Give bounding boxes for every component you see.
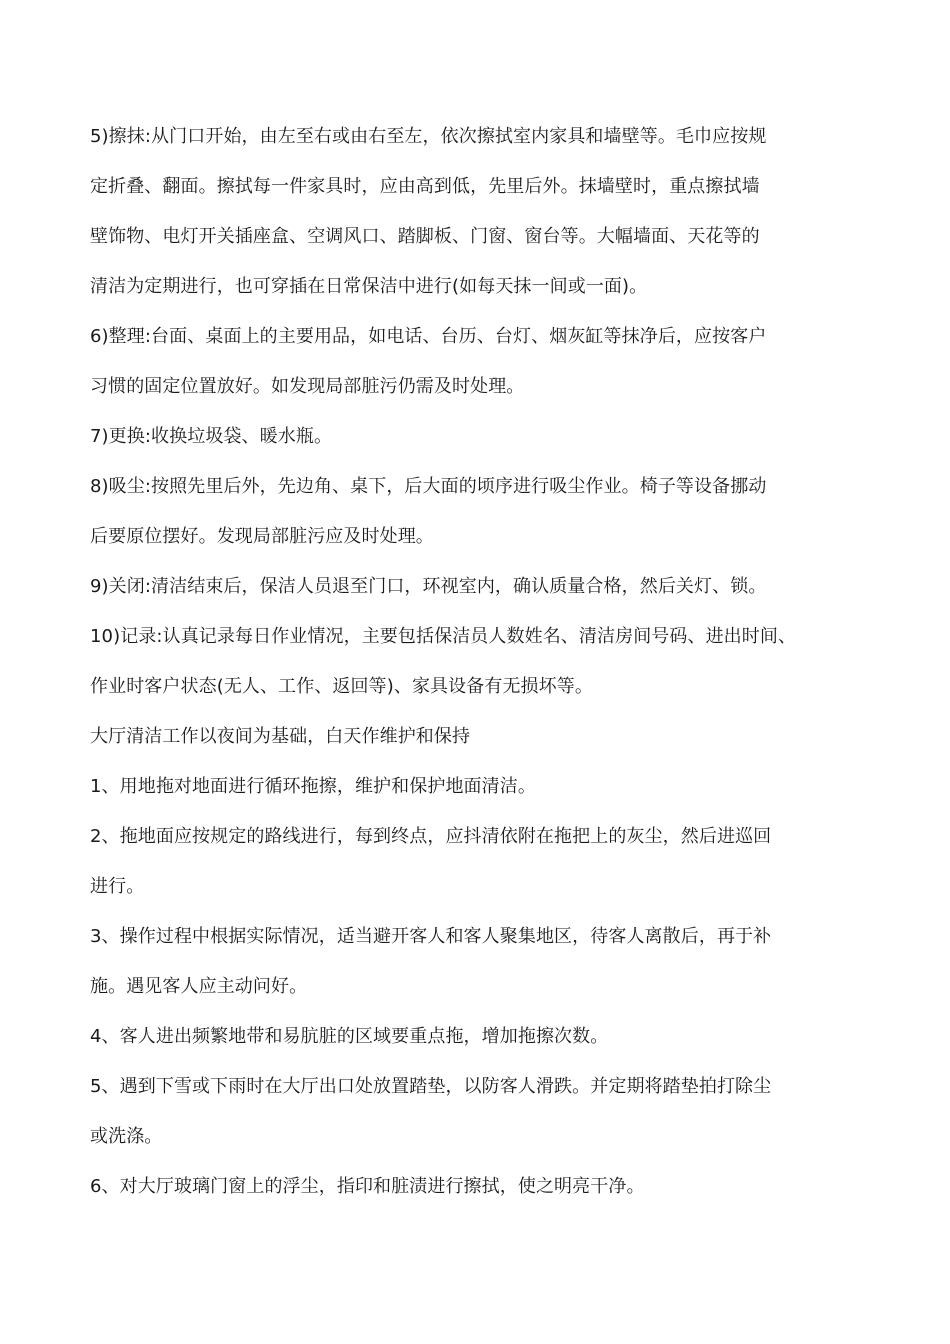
text-line-18: 施。遇见客人应主动问好。 [90, 976, 308, 997]
text-line-8: 8)吸尘:按照先里后外，先边角、桌下，后大面的顷序进行吸尘作业。椅子等设备挪动 [90, 476, 767, 497]
text-line-9: 后要原位摆好。发现局部脏污应及时处理。 [90, 526, 434, 547]
text-line-15: 2、拖地面应按规定的路线进行，每到终点，应抖清依附在拖把上的灰尘，然后进巡回 [90, 826, 772, 847]
document-page [90, 112, 830, 1212]
text-line-6: 习惯的固定位置放好。如发现局部脏污仍需及时处理。 [90, 376, 525, 397]
text-line-7: 7)更换:收换垃圾袋、暖水瓶。 [90, 426, 333, 447]
text-line-2: 定折叠、翻面。擦拭每一件家具时，应由高到低，先里后外。抹墙壁时，重点擦拭墙 [90, 176, 760, 197]
text-line-21: 或洗涤。 [90, 1126, 163, 1147]
text-line-14: 1、用地拖对地面进行循环拖擦，维护和保护地面清洁。 [90, 776, 536, 797]
text-line-19: 4、客人进出频繁地带和易肮脏的区域要重点拖，增加拖擦次数。 [90, 1026, 609, 1047]
text-line-20: 5、遇到下雪或下雨时在大厅出口处放置踏垫，以防客人滑跌。并定期将踏垫拍打除尘 [90, 1076, 772, 1097]
text-line-12: 作业时客户状态(无人、工作、返回等)、家具设备有无损坏等。 [90, 676, 593, 697]
text-line-4: 清洁为定期进行，也可穿插在日常保洁中进行(如每天抹一间或一面)。 [90, 276, 648, 297]
text-line-3: 壁饰物、电灯开关插座盒、空调风口、踏脚板、门窗、窗台等。大幅墙面、天花等的 [90, 226, 760, 247]
text-line-1: 5)擦抹:从门口开始，由左至右或由右至左，依次擦拭室内家具和墙壁等。毛巾应按规 [90, 126, 767, 147]
text-line-11: 10)记录:认真记录每日作业情况，主要包括保洁员人数姓名、清洁房间号码、进出时间、 [90, 626, 797, 647]
text-line-5: 6)整理:台面、桌面上的主要用品，如电话、台历、台灯、烟灰缸等抹净后，应按客户 [90, 326, 767, 347]
text-line-10: 9)关闭:清洁结束后，保洁人员退至门口，环视室内，确认质量合格，然后关灯、锁。 [90, 576, 767, 597]
section-heading-lobby: 大厅清洁工作以夜间为基础，白天作维护和保持 [90, 726, 471, 747]
text-line-22: 6、对大厅玻璃门窗上的浮尘，指印和脏渍进行擦拭，使之明亮干净。 [90, 1176, 645, 1197]
text-line-17: 3、操作过程中根据实际情况，适当避开客人和客人聚集地区，待客人离散后，再于补 [90, 926, 772, 947]
text-line-16: 进行。 [90, 876, 145, 897]
